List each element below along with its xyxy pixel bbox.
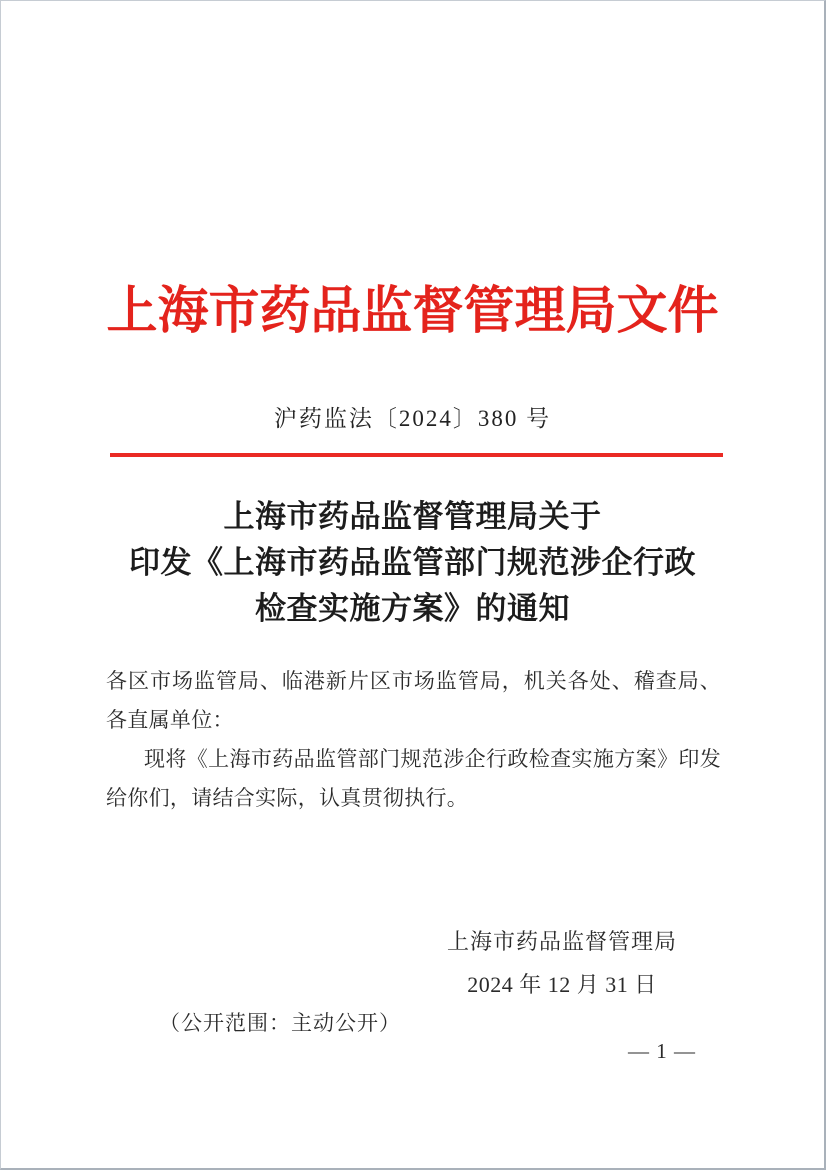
letterhead-title: 上海市药品监督管理局文件 <box>106 284 719 340</box>
body-paragraph: 现将《上海市药品监管部门规范涉企行政检查实施方案》印发给你们，请结合实际，认真贯彻执行。 <box>106 747 721 810</box>
disclosure-note: （公开范围：主动公开） <box>159 1011 401 1035</box>
signature-block <box>447 927 677 1000</box>
red-divider-line <box>110 453 723 457</box>
notice-title-line3: 检查实施方案》的通知 <box>255 591 570 626</box>
page-number: — 1 — <box>628 1039 696 1063</box>
document-number: 沪药监法〔2024〕380 号 <box>273 406 552 431</box>
signature-date: 2024 年 12 月 31 日 <box>467 972 657 997</box>
notice-title-line1: 上海市药品监督管理局关于 <box>223 499 602 534</box>
notice-title-line2: 印发《上海市药品监管部门规范涉企行政 <box>129 545 696 580</box>
document-body <box>106 662 721 818</box>
notice-title <box>1 494 824 632</box>
signature-organization: 上海市药品监督管理局 <box>446 929 677 954</box>
recipients-paragraph: 各区市场监管局、临港新片区市场监管局，机关各处、稽查局、各直属单位： <box>106 669 721 732</box>
